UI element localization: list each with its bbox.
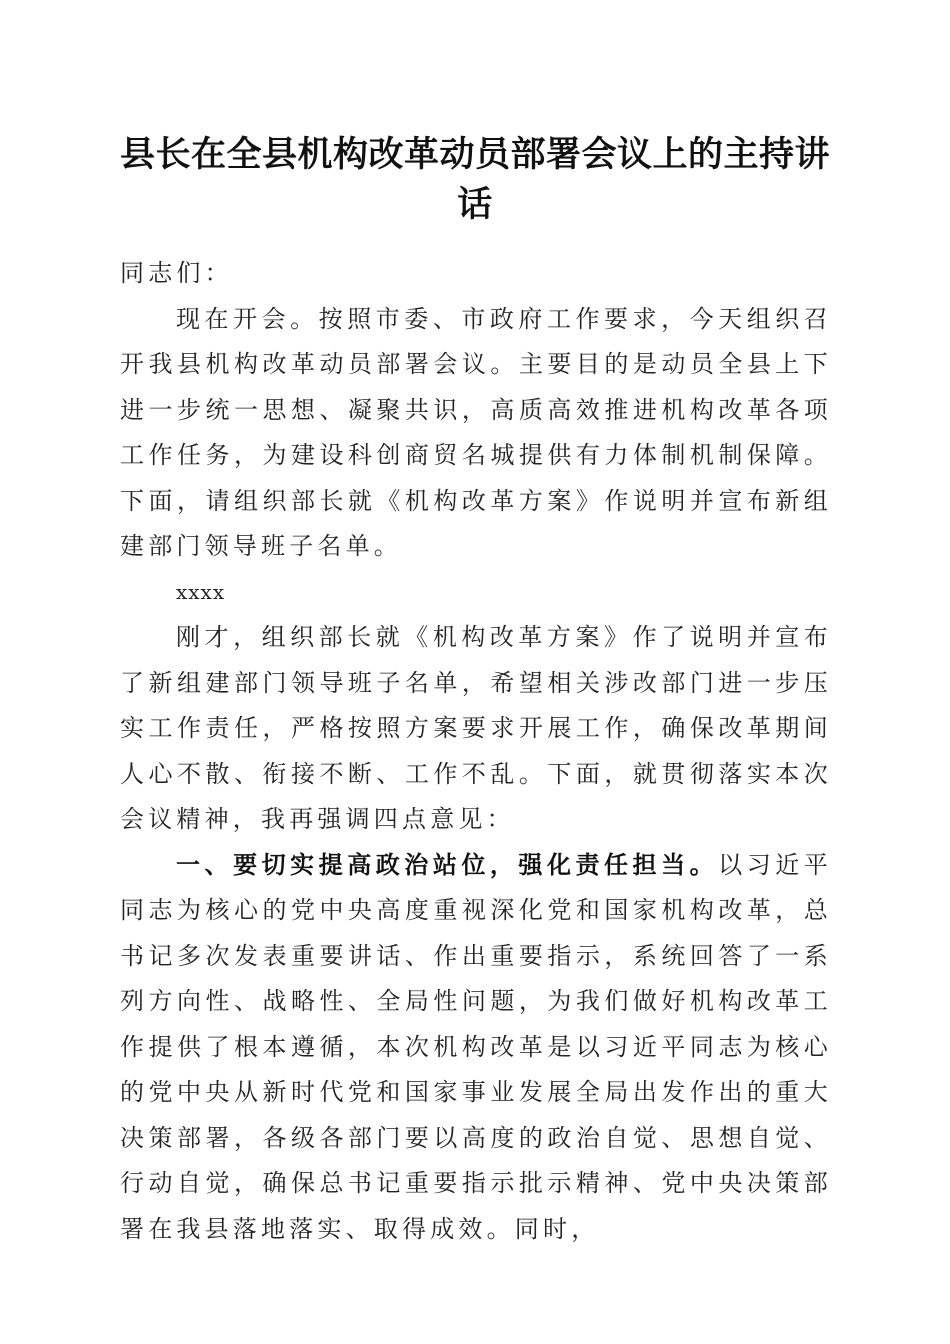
paragraph-opening: 现在开会。按照市委、市政府工作要求，今天组织召开我县机构改革动员部署会议。主要目的是动员全县上下进一步统一思想、凝聚共识，高质高效推进机构改革各项工作任务，为建设科创商贸名城提供有力体制机制保障。下面，请组织部长就《机构改革方案》作说明并宣布新组建部门领导班子名单。 bbox=[120, 304, 832, 560]
paragraph-transition: 刚才，组织部长就《机构改革方案》作了说明并宣布了新组建部门领导班子名单，希望相关涉改部门进一步压实工作责任，严格按照方案要求开展工作，确保改革期间人心不散、衔接不断、工作不乱。下面，就贯彻落实本次会议精神，我再强调四点意见： bbox=[120, 623, 832, 833]
salutation: 同志们： bbox=[120, 259, 233, 287]
document-title: 县长在全县机构改革动员部署会议上的主持讲话 bbox=[119, 134, 830, 225]
section-1-text: 以习近平同志为核心的党中央高度重视深化党和国家机构改革，总书记多次发表重要讲话、作出重要指示，系统回答了一系列方向性、战略性、全局性问题，为我们做好机构改革工作提供了根本遵循，本次机构改革是以习近平同志为核心的党中央从新时代党和国家事业发展全局出发作出的重大决策部署，各级各部门要以高度的政治自觉、思想自觉、行动自觉，确保总书记重要指示批示精神、党中央决策部署在我县落地落实、取得成效。同时， bbox=[120, 850, 832, 1243]
section-1-paragraph bbox=[120, 843, 832, 1253]
document-body bbox=[120, 251, 832, 1252]
placeholder-text: xxxx bbox=[176, 579, 226, 604]
section-1-heading: 一、要切实提高政治站位，强化责任担当。 bbox=[176, 850, 719, 879]
